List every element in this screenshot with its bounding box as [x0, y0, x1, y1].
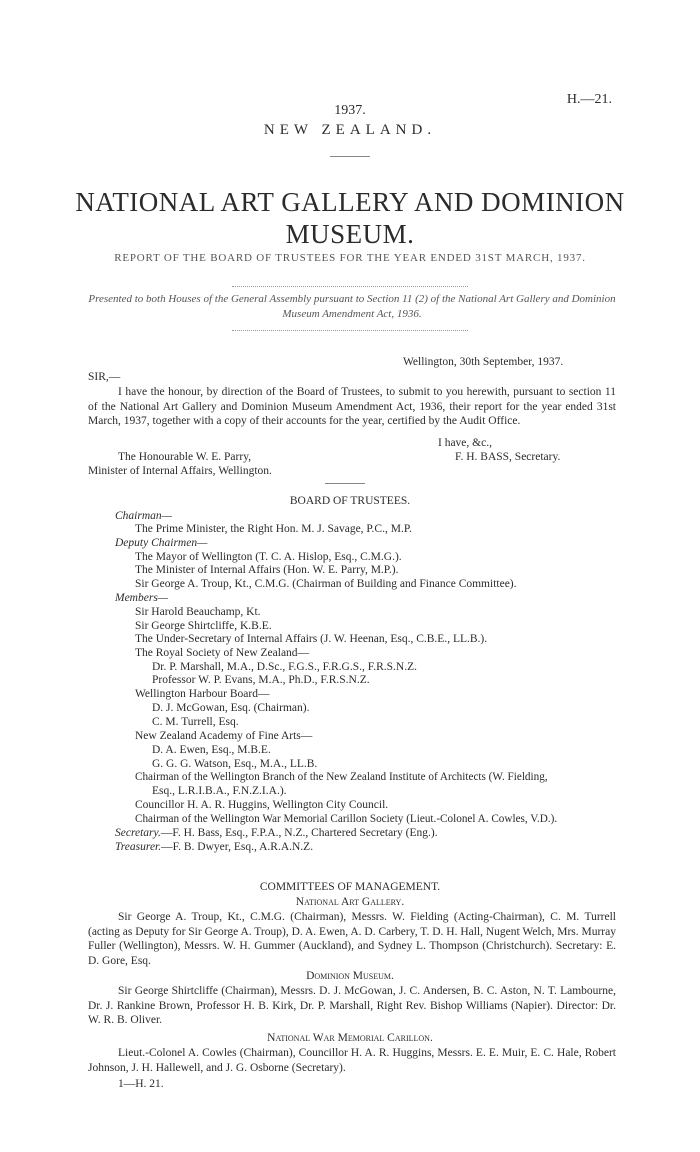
member: New Zealand Academy of Fine Arts—	[135, 730, 313, 742]
museum-committee-text: Sir George Shirtcliffe (Chairman), Messrs. D. J. McGowan, J. C. Andersen, B. C. Aston, N. T. Lambourne, Dr. J. Rankine Brown, Professor H. B. Kirk, Dr. P. Marshall, Right Rev. Bishop Williams (Napier). Director: Dr. W. R. B. Oliver.	[88, 985, 616, 1026]
divider	[325, 483, 365, 484]
member: Dr. P. Marshall, M.A., D.Sc., F.G.S., F.R.G.S., F.R.S.N.Z.	[152, 661, 417, 673]
museum-committee-heading: Dominion Museum.	[306, 970, 394, 982]
members-label: Members—	[115, 592, 169, 604]
deputy-chairman: Sir George A. Troup, Kt., C.M.G. (Chairman of Building and Finance Committee).	[135, 578, 517, 590]
carillon-committee-heading: National War Memorial Carillon.	[267, 1032, 433, 1044]
report-subtitle: REPORT OF THE BOARD OF TRUSTEES FOR THE YEAR ENDED 31ST MARCH, 1937.	[114, 252, 586, 264]
treasurer-name: —F. B. Dwyer, Esq., A.R.A.N.Z.	[161, 841, 314, 853]
board-heading: BOARD OF TRUSTEES.	[289, 495, 411, 507]
letter-salutation: SIR,—	[88, 371, 121, 383]
secretary-label: Secretary.	[115, 827, 161, 839]
letter-addressee-title: Minister of Internal Affairs, Wellington.	[88, 465, 272, 477]
member: Chairman of the Wellington Branch of the New Zealand Institute of Architects (W. Fielding,	[135, 771, 548, 783]
letter-addressee: The Honourable W. E. Parry,	[118, 451, 252, 463]
letter-signatory: F. H. BASS, Secretary.	[455, 451, 561, 463]
deputy-chairman: The Minister of Internal Affairs (Hon. W. E. Parry, M.P.).	[135, 564, 399, 576]
member: The Royal Society of New Zealand—	[135, 647, 310, 659]
member: Sir George Shirtcliffe, K.B.E.	[135, 620, 272, 632]
member: G. G. G. Watson, Esq., M.A., LL.B.	[152, 758, 318, 770]
chairman-label: Chairman—	[115, 510, 172, 522]
divider	[232, 286, 468, 287]
divider	[232, 330, 468, 331]
letter-place-date: Wellington, 30th September, 1937.	[403, 356, 564, 368]
divider	[330, 156, 370, 157]
member: D. A. Ewen, Esq., M.B.E.	[152, 744, 271, 756]
member: Sir Harold Beauchamp, Kt.	[135, 606, 261, 618]
secretary	[115, 826, 438, 841]
deputy-chairman: The Mayor of Wellington (T. C. A. Hislop, Esq., C.M.G.).	[135, 551, 402, 563]
member: C. M. Turrell, Esq.	[152, 716, 239, 728]
gallery-committee-heading: National Art Gallery.	[295, 896, 405, 908]
page-footer-signature: 1—H. 21.	[118, 1078, 164, 1090]
chairman: The Prime Minister, the Right Hon. M. J. Savage, P.C., M.P.	[135, 523, 412, 535]
member: Esq., L.R.I.B.A., F.N.Z.I.A.).	[152, 785, 287, 797]
year: 1937.	[334, 103, 366, 118]
member: Chairman of the Wellington War Memorial Carillon Society (Lieut.-Colonel A. Cowles, V.D.).	[135, 813, 558, 825]
page-title: NATIONAL ART GALLERY AND DOMINION	[75, 187, 625, 217]
letter-closing: I have, &c.,	[438, 437, 492, 449]
member: Councillor H. A. R. Huggins, Wellington City Council.	[135, 799, 389, 811]
treasurer-label: Treasurer.	[115, 841, 162, 853]
country: NEW ZEALAND.	[263, 122, 437, 138]
page-title-continued: MUSEUM.	[285, 219, 415, 249]
treasurer	[115, 840, 313, 855]
member: Professor W. P. Evans, M.A., Ph.D., F.R.S.N.Z.	[152, 674, 370, 686]
committees-heading: COMMITTEES OF MANAGEMENT.	[259, 881, 441, 893]
letter-body: I have the honour, by direction of the Board of Trustees, to submit to you herewith, pursuant to section 11 of the National Art Gallery and Dominion Museum Amendment Act, 1936, their report for the year ended 31st March, 1937, together with a copy of their accounts for the year, certified by the Audit Office.	[88, 386, 616, 427]
member: The Under-Secretary of Internal Affairs (J. W. Heenan, Esq., C.B.E., LL.B.).	[135, 633, 488, 645]
member: D. J. McGowan, Esq. (Chairman).	[152, 702, 310, 714]
deputy-chairmen-label: Deputy Chairmen—	[115, 537, 208, 549]
secretary-name: —F. H. Bass, Esq., F.P.A., N.Z., Chartered Secretary (Eng.).	[160, 827, 438, 839]
member: Wellington Harbour Board—	[135, 688, 270, 700]
presented-note: Presented to both Houses of the General Assembly pursuant to Section 11 (2) of the National Art Gallery and Dominion Museum Amendment Act, 1936.	[88, 293, 616, 320]
paper-reference: H.—21.	[566, 92, 612, 107]
gallery-committee-text: Sir George A. Troup, Kt., C.M.G. (Chairman), Messrs. W. Fielding (Acting-Chairman), C. M. Turrell (acting as Deputy for Sir George A. Troup), D. A. Ewen, A. D. Carbery, T. D. H. Hall, Nugent Welch, Mrs. Murray Fuller (Wellington), Messrs. W. H. Gummer (Auckland), and Sydney L. Thompson (Christchurch). Secretary: E. D. Gore, Esq.	[88, 911, 616, 967]
carillon-committee-text: Lieut.-Colonel A. Cowles (Chairman), Councillor H. A. R. Huggins, Messrs. E. E. Muir, E. C. Hale, Robert Johnson, J. H. Hallewell, and J. G. Osborne (Secretary).	[88, 1047, 616, 1074]
